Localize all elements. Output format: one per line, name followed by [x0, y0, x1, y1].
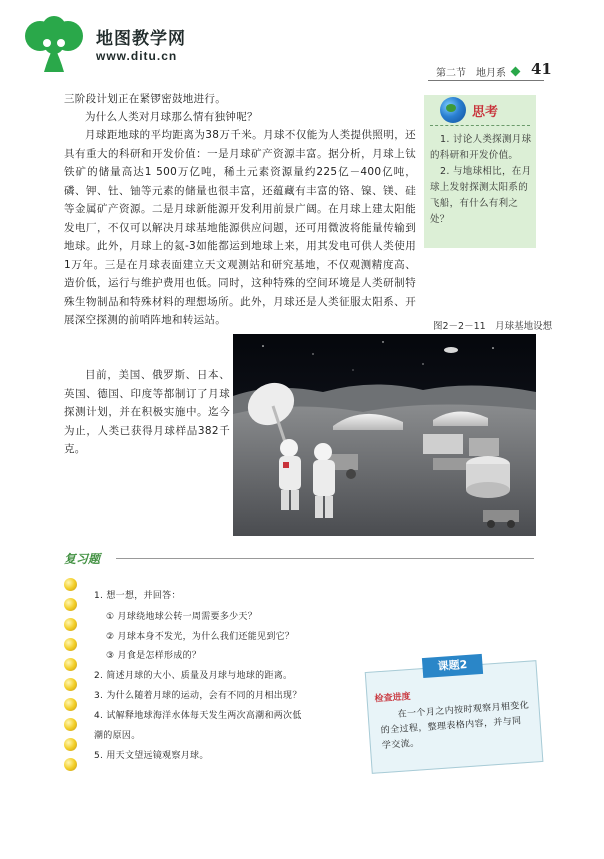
- bullet-icon: [64, 678, 77, 691]
- bullet-icon: [64, 578, 77, 591]
- review-item-1c: ③ 月食是怎样形成的？: [106, 651, 202, 661]
- diamond-icon: [511, 67, 521, 77]
- review-title: 复习题: [64, 552, 101, 566]
- think-question-2: 2. 与地球相比，在月球上发射探测太阳系的飞船，有什么有利之处？: [430, 166, 532, 225]
- review-item-1a: ① 月球绕地球公转一周需要多少天？: [106, 612, 258, 622]
- review-item-4-cont: 潮的原因。: [94, 731, 141, 741]
- section-title: 第二节 地月系: [436, 68, 506, 79]
- review-item-5: 5. 用天文望远镜观察月球。: [94, 751, 209, 761]
- think-divider: [430, 125, 530, 127]
- bullet-icon: [64, 758, 77, 771]
- bullet-icon: [64, 738, 77, 751]
- project-title: 课题2: [422, 654, 483, 678]
- site-logo-name: 地图教学网: [96, 29, 186, 49]
- moon-base-illustration: [233, 334, 536, 536]
- page-number: 41: [531, 60, 552, 78]
- body-paragraph-2: 为什么人类对月球那么情有独钟呢？: [85, 111, 258, 123]
- bullet-icon: [64, 618, 77, 631]
- project-subtitle: 检查进度: [374, 691, 411, 705]
- review-item-2: 2. 简述月球的大小、质量及月球与地球的距离。: [94, 671, 293, 681]
- review-item-1b: ② 月球本身不发光，为什么我们还能见到它？: [106, 632, 295, 642]
- bullet-icon: [64, 598, 77, 611]
- body-paragraph-4: 目前，美国、俄罗斯、日本、英国、德国、印度等都制订了月球探测计划，并在积极实施中。迄今为止，人类已获得月球样品382千克。: [64, 369, 230, 455]
- review-item-4: 4. 试解释地球海洋水体每天发生两次高潮和两次低: [94, 711, 302, 721]
- body-paragraph-3: 月球距地球的平均距离为38万千米。月球不仅能为人类提供照明，还具有重大的科研和开发价值：一是月球矿产资源丰富。据分析，月球上钛铁矿的储量高达1 500万亿吨，稀土元素资源量约225亿－400亿吨，磷、钾、钍、铀等元素的储量也很丰富，还蕴藏有丰富的铬、镍、镁、硅等金属矿产资源。二是月球新能源开发利用前景广阔。在月球上建太阳能发电厂，不仅可以解决月球基地能源供应问题，还可用微波将能量传输到地球。此外，月球上的氦-3如能都运到地球上来，用其发电可供人类使用1万年。三是在月球表面建立天文观测站和研究基地，不仅观测精度高、造价低，运行与维护费用也低。同时，这种特殊的空间环境是人类研制特殊生物制品和特殊材料的理想场所。此外，月球还是人类征服太阳系、开展深空探测的前哨阵地和转运站。: [64, 129, 416, 326]
- body-paragraph-1: 三阶段计划正在紧锣密鼓地进行。: [64, 93, 226, 105]
- project-text: 在一个月之内按时观察月相变化的全过程，整理表格内容，并与同学交流。: [380, 700, 530, 752]
- figure-caption: 图2－2－11 月球基地设想: [433, 321, 553, 332]
- globe-land-icon: [446, 104, 456, 112]
- bullet-icon: [64, 658, 77, 671]
- header-rule: [428, 80, 544, 81]
- review-rule: [116, 558, 534, 559]
- think-questions: [430, 132, 532, 228]
- think-question-1: 1. 讨论人类探测月球的科研和开发价值。: [430, 134, 532, 161]
- review-item-3: 3. 为什么随着月球的运动，会有不同的月相出现？: [94, 691, 302, 701]
- think-title: 思考: [472, 105, 499, 120]
- review-item-1: 1. 想一想，并回答：: [94, 591, 181, 601]
- bullet-icon: [64, 638, 77, 651]
- site-logo-tree-icon: [22, 16, 86, 74]
- site-logo-url: www.ditu.cn: [96, 49, 178, 63]
- bullet-icon: [64, 698, 77, 711]
- project-card: [364, 654, 543, 778]
- bullet-icon: [64, 718, 77, 731]
